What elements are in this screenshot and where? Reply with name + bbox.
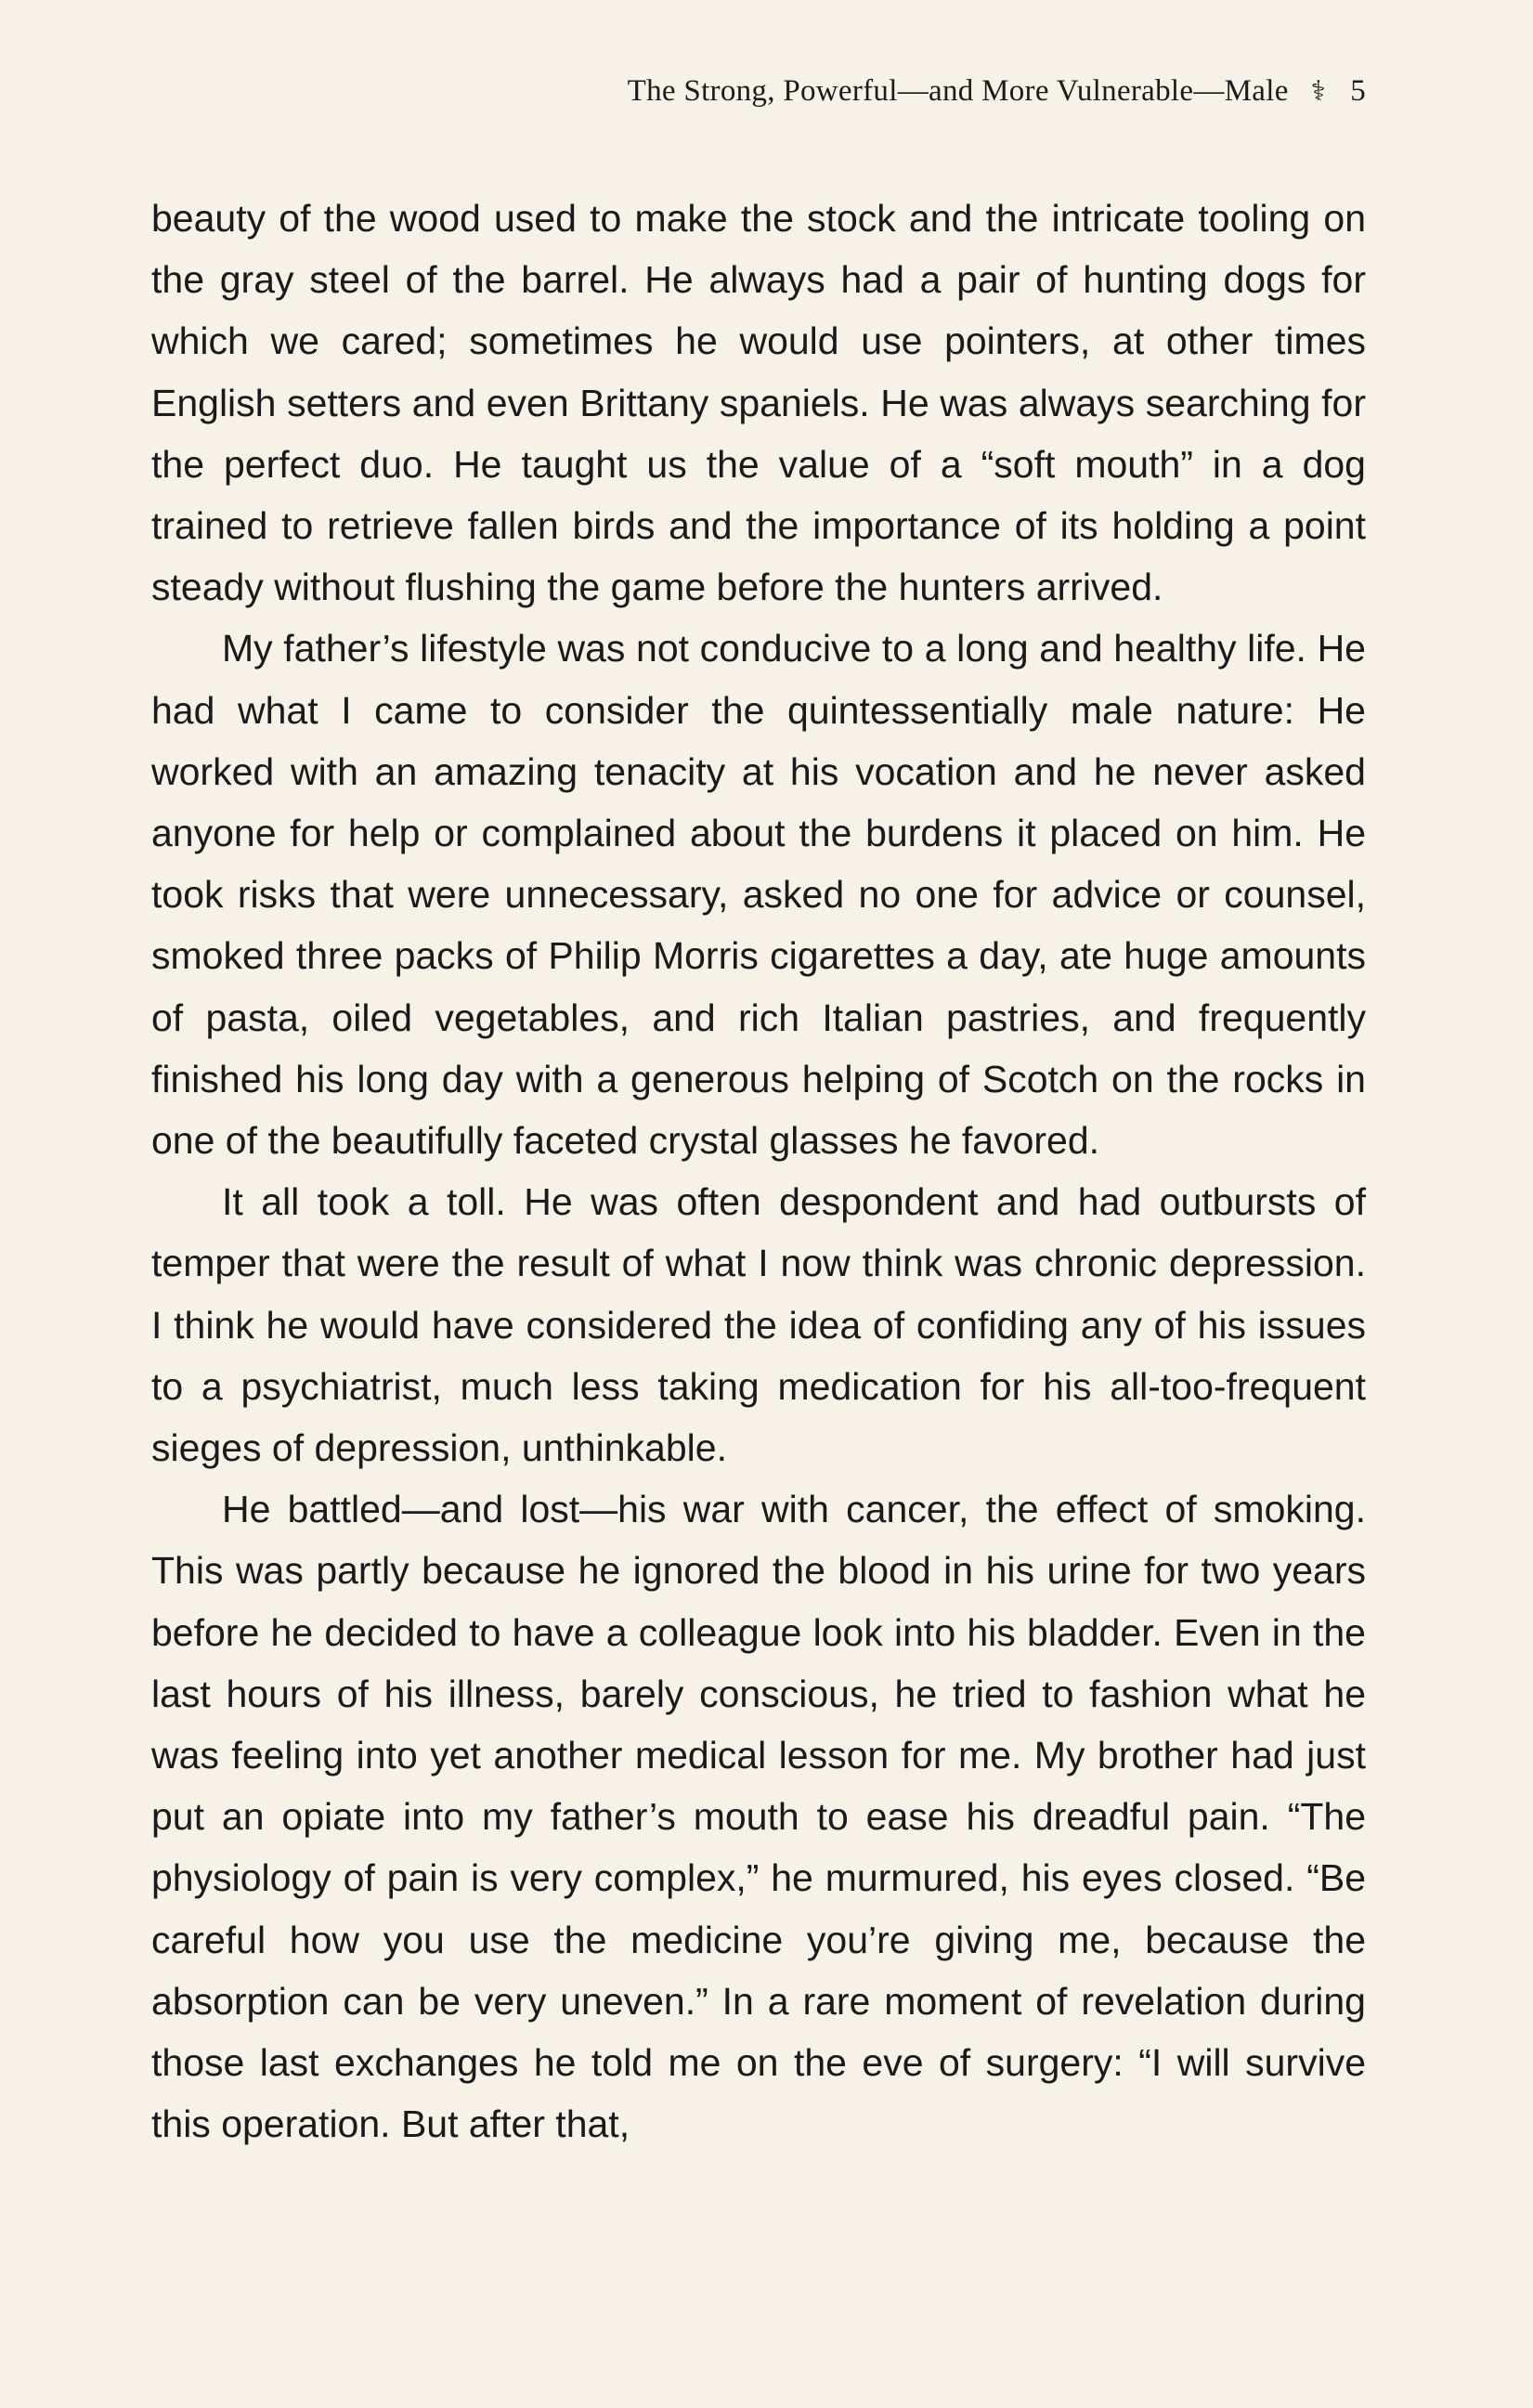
running-head	[628, 74, 1366, 109]
ornament-icon: ⚕	[1310, 76, 1327, 107]
body-text	[151, 188, 1366, 2155]
page-number: 5	[1350, 74, 1366, 108]
paragraph-4: He battled—and lost—his war with cancer, the effect of smoking. This was partly because he ignored the blood in his urine for two years before he decided to have a colleague look into his bladder. Even in the last hours of his illness, barely conscious, he tried to fashion what he was feeling into yet another medical lesson for me. My brother had just put an opiate into my father’s mouth to ease his dreadful pain. “The physiology of pain is very complex,” he murmured, his eyes closed. “Be careful how you use the medicine you’re giving me, because the absorption can be very uneven.” In a rare moment of revelation during those last exchanges he told me on the eve of surgery: “I will survive this operation. But after that,	[151, 1488, 1366, 2146]
paragraph-2: My father’s lifestyle was not conducive to a long and healthy life. He had what I came to consider the quintessentially male nature: He worked with an amazing tenacity at his vocation and he never asked anyone for help or complained about the burdens it placed on him. He took risks that were unnecessary, asked no one for advice or counsel, smoked three packs of Philip Morris cigarettes a day, ate huge amounts of pasta, oiled vegetables, and rich Italian pastries, and frequently finished his long day with a generous helping of Scotch on the rocks in one of the beautifully faceted crystal glasses he favored.	[151, 627, 1366, 1163]
paragraph-1: beauty of the wood used to make the stock and the intricate tooling on the gray steel of the barrel. He always had a pair of hunting dogs for which we cared; sometimes he would use pointers, at other times English setters and even Brittany spaniels. He was always searching for the perfect duo. He taught us the value of a “soft mouth” in a dog trained to retrieve fallen birds and the importance of its holding a point steady without flushing the game before the hunters arrived.	[151, 197, 1366, 609]
running-title: The Strong, Powerful—and More Vulnerable—Male	[627, 74, 1289, 108]
paragraph-3: It all took a toll. He was often despondent and had outbursts of temper that were the result of what I now think was chronic depression. I think he would have considered the idea of confiding any of his issues to a psychiatrist, much less taking medication for his all-too-frequent sieges of depression, unthinkable.	[151, 1180, 1366, 1470]
